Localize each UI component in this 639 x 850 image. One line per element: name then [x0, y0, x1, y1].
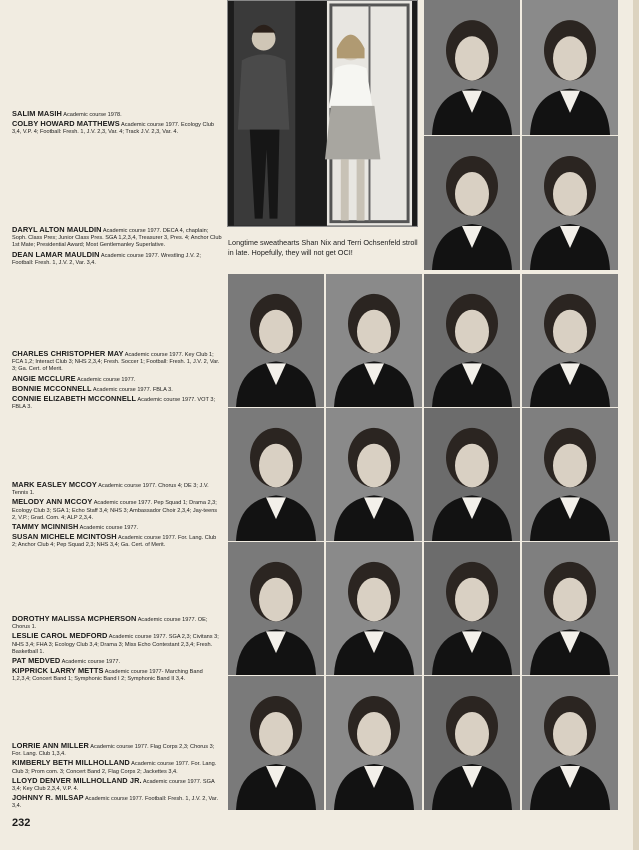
- student-portrait: [424, 676, 520, 810]
- names-row-6: [12, 742, 222, 812]
- student-portrait: [522, 408, 618, 541]
- student-entry: [12, 226, 222, 250]
- student-entry: [12, 667, 222, 683]
- student-name: PAT MEDVED: [12, 656, 61, 666]
- student-name: DEAN LAMAR MAULDIN: [12, 249, 100, 259]
- student-portrait: [326, 274, 422, 407]
- student-portrait: [522, 0, 618, 135]
- student-activities: Academic course 1977. Pep Squad 1; Drama 2,3; Ecology Club 3; SGA 1; Echo Staff 3,4; NHS 3; Ambassador Choir 2,3,4; Jay-teens 2, V.P.; Grad. Com. 4; ALP 2,3,4.: [12, 500, 218, 521]
- student-entry: [12, 777, 222, 793]
- student-portrait: [424, 0, 520, 135]
- student-portrait: [228, 408, 324, 541]
- student-name: JOHNNY R. MILSAP: [12, 793, 84, 803]
- student-activities: Academic course 1977.: [79, 525, 139, 532]
- student-activities: Academic course 1977. Football: Fresh. 1, J.V. 2, Var. 3,4.: [12, 796, 219, 810]
- student-portrait: [522, 136, 618, 270]
- student-entry: [12, 110, 222, 119]
- student-portrait: [522, 676, 618, 810]
- student-entry: [12, 759, 222, 775]
- student-name: LORRIE ANN MILLER: [12, 741, 89, 750]
- student-name: CONNIE ELIZABETH MCCONNELL: [12, 394, 137, 404]
- student-entry: [12, 794, 222, 810]
- student-name: KIPPRICK LARRY METTS: [12, 666, 104, 676]
- student-portrait: [424, 274, 520, 407]
- student-portrait: [522, 274, 618, 407]
- student-entry: [12, 523, 222, 532]
- student-activities: Academic course 1978.: [63, 112, 122, 118]
- student-portrait: [228, 542, 324, 675]
- student-entry: [12, 657, 222, 666]
- names-row-3: [12, 350, 222, 412]
- student-name: MELODY ANN MCCOY: [12, 497, 93, 507]
- student-portrait: [228, 274, 324, 407]
- student-activities: Academic course 1977. Flag Corps 2,3; Chorus 3; For. Lang. Club 1,3,4.: [12, 744, 215, 758]
- names-row-5: [12, 615, 222, 685]
- student-activities: Academic course 1977. For. Lang. Club 3; Prom com. 3; Concert Band 2, Flag Corps 2; Jackettes 3,4.: [12, 761, 217, 775]
- student-activities: Academic course 1977. VOT 3; FBLA 3.: [12, 397, 216, 411]
- page-number: 232: [12, 817, 31, 829]
- student-activities: Academic course 1977.: [76, 376, 136, 383]
- student-name: LLOYD DENVER MILLHOLLAND JR.: [12, 775, 142, 785]
- student-portrait: [424, 408, 520, 541]
- student-activities: Academic course 1977. For. Lang. Club 2; Anchor Club 4; Pep Squad 2,3; NHS 3,4; Ga. Cert. of Merit.: [12, 535, 217, 549]
- student-activities: Academic course 1977. DECA 4, chaplain; Soph. Class Pres; Junior Class Pres. SGA 1,2,3,4, Treasurer 3, Pres. 4; Anchor Club 1st Mate; Presidential Award; Most Gentlemanley Superlative.: [12, 228, 222, 249]
- student-entry: [12, 615, 222, 631]
- student-entry: [12, 251, 222, 267]
- student-activities: Academic course 1977- Marching Band 1,2,3,4; Concert Band 1; Symphonic Band I 2; Symphonic Band II 3,4.: [12, 669, 203, 683]
- student-activities: Academic course 1977. OE; Chorus 1.: [12, 617, 208, 631]
- names-row-2: [12, 226, 222, 268]
- student-entry: [12, 395, 222, 411]
- photo-caption: Longtime sweathearts Shan Nix and Terri Ochsenfeld stroll in late. Hopefully, they will not get OCI!: [228, 238, 418, 257]
- names-row-1: [12, 110, 222, 138]
- student-entry: [12, 350, 222, 374]
- student-activities: Academic course 1977. Ecology Club 3,4, V.P. 4; Football: Fresh. 1, J.V. 2,3, Var. 4; Track J.V. 2,3, Var. 4.: [12, 122, 214, 136]
- page-edge: [633, 0, 639, 850]
- candid-photo: [227, 0, 418, 227]
- student-activities: Academic course 1977.: [61, 659, 121, 666]
- student-portrait: [424, 542, 520, 675]
- student-portrait: [326, 408, 422, 541]
- student-activities: Academic course 1977. FBLA 3.: [92, 386, 173, 393]
- student-entry: [12, 632, 222, 656]
- student-name: COLBY HOWARD MATTHEWS: [12, 119, 120, 129]
- student-activities: Academic course 1977. Wrestling J.V. 2; Football: Fresh. 1, J.V. 2, Var. 3,4.: [12, 252, 201, 266]
- student-name: ANGIE MCCLURE: [12, 373, 76, 383]
- student-activities: Academic course 1977. Chorus 4; DE 3; J.V. Tennis 1.: [12, 483, 209, 497]
- student-name: SALIM MASIH: [12, 109, 62, 118]
- student-portrait: [228, 676, 324, 810]
- student-entry: [12, 375, 222, 384]
- student-name: DARYL ALTON MAULDIN: [12, 225, 102, 234]
- student-name: TAMMY MCINNISH: [12, 522, 79, 532]
- student-name: DOROTHY MALISSA MCPHERSON: [12, 614, 137, 623]
- student-entry: [12, 120, 222, 136]
- student-entry: [12, 385, 222, 394]
- student-name: BONNIE MCCONNELL: [12, 383, 92, 393]
- student-name: KIMBERLY BETH MILLHOLLAND: [12, 758, 130, 768]
- student-entry: [12, 742, 222, 758]
- student-activities: Academic course 1977. SGA 2,3; Civitans 3; NHS 3,4; FHA 3; Ecology Club 3,4; Drama 3; Miss Echo Contestant 2,3,4; Fresh. Basketball 1.: [12, 634, 219, 655]
- names-row-4: [12, 481, 222, 551]
- student-activities: Academic course 1977. SGA 3,4; Key Club 2,3,4, V.P. 4.: [12, 778, 215, 793]
- student-entry: [12, 533, 222, 549]
- student-name: SUSAN MICHELE MCINTOSH: [12, 532, 117, 542]
- student-portrait: [522, 542, 618, 675]
- student-name: MARK EASLEY MCCOY: [12, 480, 97, 489]
- student-activities: Academic course 1977. Key Club 1; FCA 1,2; Interact Club 3; NHS 2,3,4; Fresh. Soccer 1; Football: Fresh. 1, J.V. 2, Var. 3; Ga. Cert. of Merit.: [12, 352, 220, 373]
- student-entry: [12, 498, 222, 522]
- student-name: CHARLES CHRISTOPHER MAY: [12, 349, 124, 358]
- student-portrait: [326, 542, 422, 675]
- student-name: LESLIE CAROL MEDFORD: [12, 631, 108, 641]
- student-portrait: [424, 136, 520, 270]
- student-portrait: [326, 676, 422, 810]
- student-entry: [12, 481, 222, 497]
